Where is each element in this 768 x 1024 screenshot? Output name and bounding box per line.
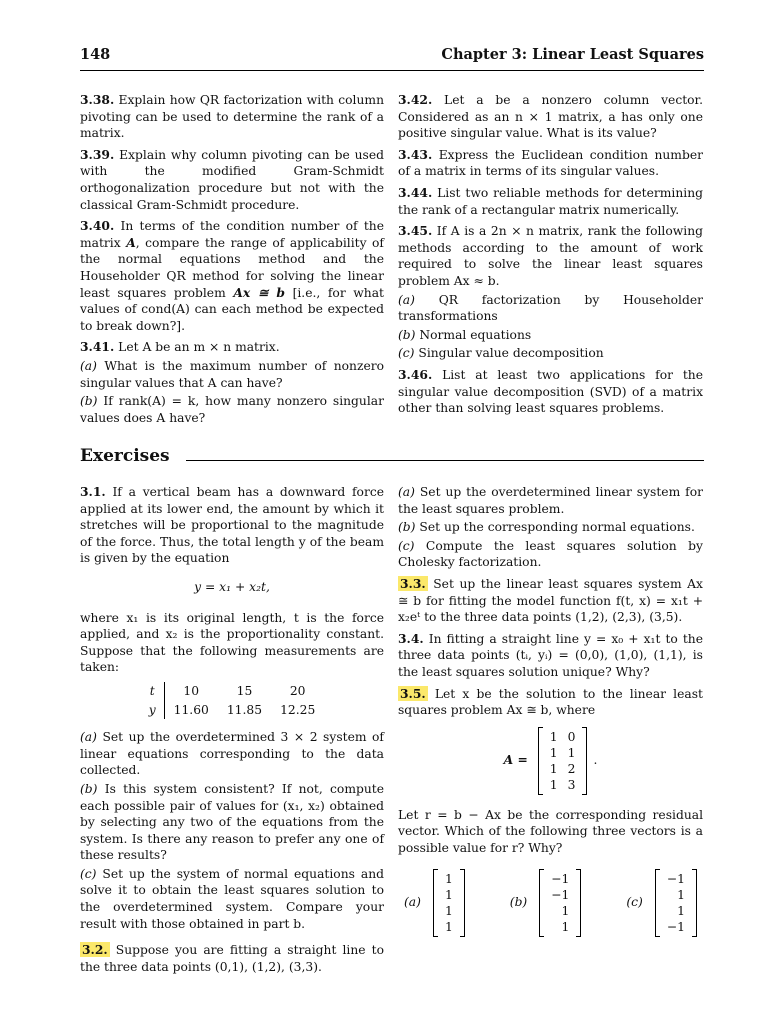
residual-vectors (398, 869, 703, 937)
table-cell: 11.60 (173, 702, 209, 717)
row-label: y (140, 701, 164, 720)
matrix-period: . (593, 753, 598, 768)
question-3-41-b: (b) If rank(A) = k, how many nonzero singular values does A have? (80, 394, 384, 425)
exercise-3-2-b: (b) Set up the corresponding normal equations. (398, 520, 695, 535)
matrix-row: 1 1 (549, 745, 576, 760)
row-label: t (140, 682, 164, 701)
exercises-right (398, 484, 703, 937)
review-questions-left (80, 92, 384, 431)
section-rule (186, 460, 704, 461)
question-3-45-a: (a) QR factorization by Householder transformations (398, 292, 703, 324)
question-3-44: 3.44. List two reliable methods for determining the rank of a rectangular matrix numerically. (398, 184, 703, 217)
beam-equation: y = x₁ + x₂t, (194, 579, 270, 594)
table-cell: 20 (289, 683, 306, 698)
section-title: Exercises (80, 446, 170, 466)
exercise-3-1: 3.1. If a vertical beam has a downward force applied at its lower end, the amount by which it stretches will be proportional to the magnitude of the force. Thus, the total length y of the beam is given by the equation (80, 484, 384, 566)
table-cell: 10 (183, 683, 200, 698)
matrix-label: A = (503, 752, 528, 768)
header-rule (80, 70, 704, 71)
exercise-3-5-residual: Let r = b − Ax be the corresponding residual vector. Which of the following three vectors is a possible value for r? Why? (398, 807, 703, 855)
review-questions-right (398, 92, 703, 422)
question-3-45-c: (c) Singular value decomposition (398, 346, 604, 361)
page-header (80, 46, 704, 63)
exercise-3-1-a: (a) Set up the overdetermined 3 × 2 system of linear equations corresponding to the data collected. (80, 730, 384, 778)
exercise-3-2-c: (c) Compute the least squares solution by Cholesky factorization. (398, 538, 703, 570)
exercises-left (80, 484, 384, 980)
vector-b: −1 −1 1 1 (539, 869, 581, 937)
question-3-38: 3.38. Explain how QR factorization with column pivoting can be used to determine the rank of a matrix. (80, 92, 384, 141)
exercise-3-1-context: where x₁ is its original length, t is the force applied, and x₂ is the proportionality constant. Suppose that the following measurements are taken: (80, 610, 384, 675)
table-cell: 11.85 (226, 702, 263, 717)
table-row (140, 682, 325, 701)
matrix-row: 1 3 (549, 777, 576, 792)
chapter-title: Chapter 3: Linear Least Squares (441, 46, 704, 63)
exercise-3-2: 3.2. Suppose you are fitting a straight line to the three data points (0,1), (1,2), (3,3). (80, 942, 384, 974)
question-3-42: 3.42. Let a be a nonzero column vector. Considered as an n × 1 matrix, a has only one positive singular value. What is its value? (398, 92, 703, 141)
vector-a: 1 1 1 1 (433, 869, 465, 937)
exercise-3-5: 3.5. Let x be the solution to the linear least squares problem Ax ≅ b, where (398, 685, 703, 718)
highlight-3-2: 3.2. (82, 942, 108, 958)
question-3-41-a: (a) What is the maximum number of nonzero singular values that A can have? (80, 358, 384, 390)
vector-option-c: (c) −1 1 1 −1 (626, 869, 697, 937)
exercises-heading (80, 446, 704, 466)
vector-c: −1 1 1 −1 (655, 869, 697, 937)
exercise-3-2-a: (a) Set up the overdetermined linear system for the least squares problem. (398, 485, 703, 516)
question-3-39: 3.39. Explain why column pivoting can be used with the modified Gram-Schmidt orthogonalization procedure but not with the classical Gram-Schmidt procedure. (80, 146, 384, 212)
question-3-41: 3.41. Let A be an m × n matrix. (80, 339, 280, 355)
table-cell: 15 (236, 683, 253, 698)
question-3-43: 3.43. Express the Euclidean condition number of a matrix in terms of its singular values. (398, 146, 703, 179)
matrix-a (538, 727, 588, 795)
exercise-3-1-b: (b) Is this system consistent? If not, compute each possible pair of values for (x₁, x₂) obtained by selecting any two of the equations from the system. Is there any reason to prefer any one of these results? (80, 781, 384, 863)
page-number: 148 (80, 46, 111, 63)
table-row (140, 701, 325, 720)
matrix-row: 1 0 (549, 729, 576, 744)
question-3-45-b: (b) Normal equations (398, 327, 532, 342)
measurement-table (140, 682, 325, 719)
matrix-row: 1 2 (549, 761, 576, 776)
question-3-45: 3.45. If A is a 2n × n matrix, rank the following methods according to the amount of work required to solve the linear least squares problem Ax ≈ b. (398, 223, 703, 288)
highlight-3-3: 3.3. (400, 575, 426, 591)
exercise-3-3: 3.3. Set up the linear least squares system Ax ≅ b for fitting the model function f(t, x) = x₁t + x₂eᵗ to the three data points (1,2), (2,3), (3,5). (398, 575, 703, 625)
vector-option-b: (b) −1 −1 1 1 (510, 869, 582, 937)
exercise-3-4: 3.4. In fitting a straight line y = x₀ + x₁t to the three data points (tᵢ, yᵢ) = (0,0), (1,0), (1,1), is the least squares solution unique? Why? (398, 630, 703, 679)
highlight-3-5: 3.5. (400, 685, 426, 701)
exercise-3-1-c: (c) Set up the system of normal equations and solve it to obtain the least squares solution to the overdetermined system. Compare your result with those obtained in part b. (80, 866, 384, 931)
matrix-a-display (398, 727, 703, 795)
question-3-46: 3.46. List at least two applications for the singular value decomposition (SVD) of a matrix other than solving least squares problems. (398, 366, 703, 416)
question-3-40: 3.40. In terms of the condition number of the matrix A, compare the range of applicability of the normal equations method and the Householder QR method for solving the linear least squares problem Ax ≅ b [i.e., for what values of cond(A) can each method be expected to break down?]. (80, 218, 384, 333)
vector-option-a: (a) 1 1 1 1 (404, 869, 465, 937)
table-cell: 12.25 (280, 702, 316, 717)
